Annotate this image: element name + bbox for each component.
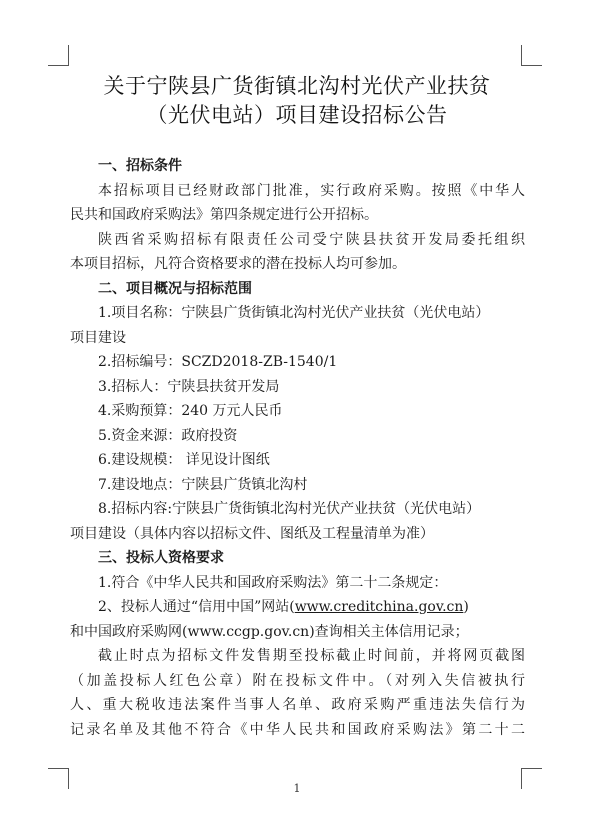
crop-mark-top-left: [48, 65, 68, 66]
paragraph-line: 截止时点为招标文件发售期至投标截止时间前，并将网页截图: [98, 648, 525, 664]
list-item-credit-check-text: 2、投标人通过“信用中国”网站(: [98, 599, 295, 615]
crop-mark-top-left: [68, 45, 69, 66]
crop-mark-bottom-left: [48, 768, 68, 769]
document-title-line-2: （光伏电站）项目建设招标公告: [146, 103, 448, 127]
document-body: [70, 154, 525, 742]
paragraph-line: 陕西省采购招标有限责任公司受宁陕县扶贫开发局委托组织: [98, 231, 525, 248]
list-item-content: 8.招标内容:宁陕县广货街镇北沟村光伏产业扶贫（光伏电站）: [98, 501, 481, 517]
paragraph-line: （加盖投标人红色公章）附在投标文件中。（对列入失信被执行: [70, 672, 525, 689]
section-heading-bidding-conditions: 一、招标条件: [98, 158, 182, 174]
creditchina-link[interactable]: www.creditchina.gov.cn: [294, 599, 464, 615]
list-item-location: 7.建设地点：宁陕县广货镇北沟村: [98, 476, 308, 493]
list-item-project-name: 1.项目名称：宁陕县广货街镇北沟村光伏产业扶贫（光伏电站）: [98, 305, 490, 321]
list-item-budget: 4.采购预算：240 万元人民币: [98, 403, 283, 419]
list-item-bid-number: 2.招标编号：SCZD2018-ZB-1540/1: [98, 354, 338, 370]
list-item-tenderer: 3.招标人：宁陕县扶贫开发局: [98, 378, 280, 395]
list-item-credit-check: [70, 595, 525, 620]
list-item-credit-check-cont: 和中国政府采购网(www.ccgp.gov.cn)查询相关主体信用记录；: [70, 623, 469, 640]
list-item-credit-check-close: ): [463, 599, 469, 615]
list-item-project-name-cont: 项目建设: [70, 329, 126, 346]
list-item-content-cont: 项目建设（具体内容以招标文件、图纸及工程量清单为准）: [70, 525, 434, 542]
paragraph-line: 本项目招标，凡符合资格要求的潜在投标人均可参加。: [70, 256, 406, 272]
document-title-line-1: 关于宁陕县广货街镇北沟村光伏产业扶贫: [103, 74, 491, 98]
paragraph-line: 记录名单及其他不符合《中华人民共和国政府采购法》第二十二: [70, 721, 525, 738]
paragraph-line: 民共和国政府采购法》第四条规定进行公开招标。: [70, 207, 378, 223]
section-heading-qualifications: 三、投标人资格要求: [98, 550, 224, 566]
crop-mark-bottom-right: [522, 768, 542, 769]
section-heading-project-overview: 二、项目概况与招标范围: [98, 280, 252, 297]
paragraph-line: 人、重大税收违法案件当事人名单、政府采购严重违法失信行为: [70, 697, 525, 713]
crop-mark-top-right: [522, 65, 542, 66]
crop-mark-top-right: [521, 45, 522, 66]
paragraph-line: 本招标项目已经财政部门批准，实行政府采购。按照《中华人: [98, 182, 525, 199]
list-item-scale: 6.建设规模： 详见设计图纸: [98, 452, 270, 468]
list-item-procurement-law: 1.符合《中华人民共和国政府采购法》第二十二条规定：: [98, 574, 448, 591]
page-number: 1: [293, 782, 301, 795]
list-item-fund-source: 5.资金来源：政府投资: [98, 427, 238, 444]
